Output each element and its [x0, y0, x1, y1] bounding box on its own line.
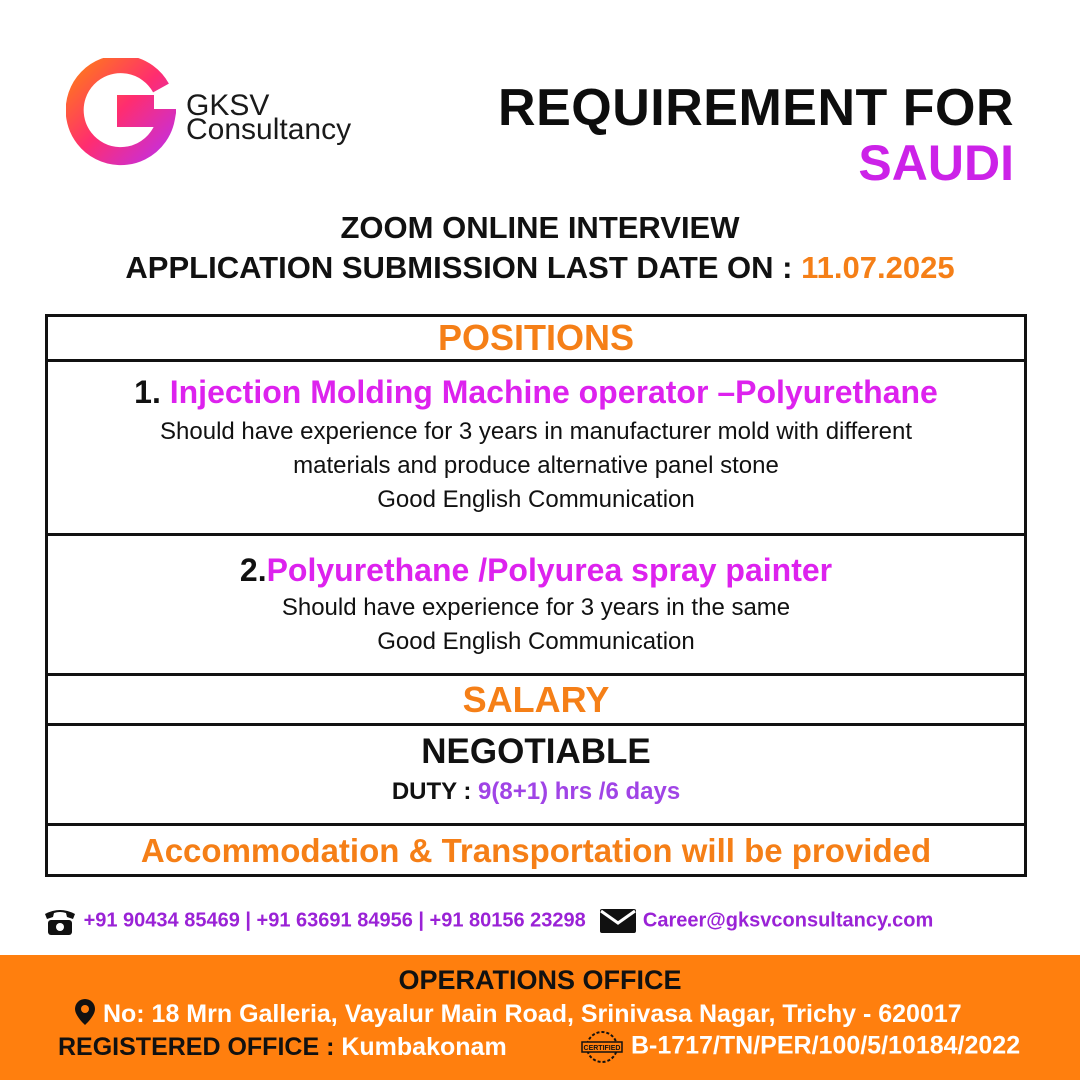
position-2-number: 2. [239, 552, 267, 588]
email-address[interactable]: Career@gksvconsultancy.com [642, 909, 934, 932]
email-icon [599, 908, 637, 934]
position-1-line3: Good English Communication [377, 486, 695, 513]
interview-mode: ZOOM ONLINE INTERVIEW [340, 210, 740, 245]
duty-line [48, 778, 1024, 806]
positions-table [45, 314, 1027, 877]
registered-office [58, 1033, 507, 1062]
certified-badge-text: CERTIFIED [583, 1045, 621, 1052]
certified-badge [580, 1030, 624, 1064]
position-2-line2: Good English Communication [377, 628, 695, 655]
position-2-title [48, 552, 1024, 589]
salary-value: NEGOTIABLE [421, 732, 651, 771]
position-2-row [48, 536, 1024, 676]
position-1-name: Injection Molding Machine operator –Polyurethane [169, 374, 938, 410]
logo-line2: Consultancy [186, 113, 352, 146]
license-line [580, 1030, 1020, 1064]
logo-g-mark [66, 58, 176, 168]
country-title: SAUDI [858, 135, 1014, 191]
position-2-name: Polyurethane /Polyurea spray painter [266, 552, 833, 588]
benefits-text: Accommodation & Transportation will be provided [140, 832, 932, 869]
phone-icon [42, 906, 78, 936]
positions-header-row [48, 317, 1024, 362]
position-1-number: 1. [134, 374, 161, 410]
position-1-title [48, 374, 1024, 411]
positions-heading: POSITIONS [437, 317, 635, 358]
benefits-row [48, 826, 1024, 877]
contact-bar [42, 906, 1042, 946]
page-title: REQUIREMENT FOR [498, 79, 1014, 137]
logo-wordmark [186, 89, 352, 146]
position-1-line1: Should have experience for 3 years in manufacturer mold with different [160, 418, 912, 445]
duty-label: DUTY : [391, 778, 472, 805]
salary-row [48, 726, 1024, 826]
deadline-label: APPLICATION SUBMISSION LAST DATE ON : [125, 250, 793, 285]
position-2-line1: Should have experience for 3 years in the same [281, 594, 791, 621]
operations-heading: OPERATIONS OFFICE [398, 965, 682, 995]
address-line [74, 998, 962, 1029]
logo-line1: GKSV [186, 89, 270, 122]
license-number: B-1717/TN/PER/100/5/10184/2022 [630, 1031, 1021, 1060]
position-1-row [48, 362, 1024, 536]
registered-label: REGISTERED OFFICE : [58, 1033, 335, 1061]
phone-numbers[interactable]: +91 90434 85469 | +91 63691 84956 | +91 80156 23298 [83, 909, 586, 932]
salary-header-row [48, 676, 1024, 726]
salary-heading: SALARY [462, 679, 610, 720]
registered-value: Kumbakonam [341, 1033, 507, 1061]
address-text: No: 18 Mrn Galleria, Vayalur Main Road, Srinivasa Nagar, Trichy - 620017 [102, 1000, 962, 1028]
location-pin-icon [74, 998, 96, 1026]
deadline-date: 11.07.2025 [801, 250, 955, 285]
position-1-line2: materials and produce alternative panel stone [293, 452, 779, 479]
duty-value: 9(8+1) hrs /6 days [478, 778, 681, 805]
deadline-line [0, 250, 1080, 286]
